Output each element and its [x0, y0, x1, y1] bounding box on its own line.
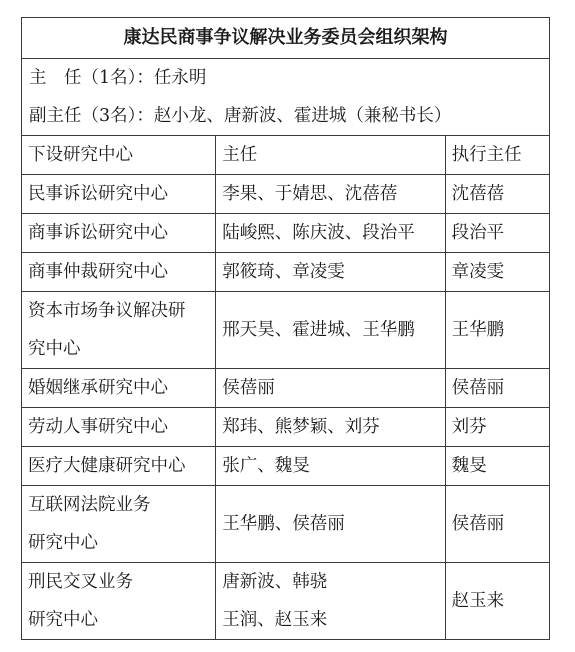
directors-cell-line: 王润、赵玉来 — [222, 610, 328, 630]
executive-director-cell: 沈蓓蓓 — [445, 175, 549, 214]
directors-cell: 郭筱琦、章凌雯 — [216, 253, 445, 292]
table-row — [22, 292, 550, 369]
center-name-cell — [22, 563, 216, 640]
center-name-cell-line: 研究中心 — [28, 533, 98, 553]
document-title: 康达民商事争议解决业务委员会组织架构 — [22, 18, 550, 59]
org-structure-table — [21, 17, 550, 640]
center-name-cell — [22, 486, 216, 563]
leadership-cell — [22, 59, 550, 136]
center-name-cell-line: 研究中心 — [28, 610, 98, 630]
table-row — [22, 486, 550, 563]
header-executive: 执行主任 — [445, 136, 549, 175]
director-line — [29, 59, 549, 97]
center-name-cell: 商事仲裁研究中心 — [22, 253, 216, 292]
table-row — [22, 563, 550, 640]
executive-director-cell: 刘芬 — [445, 408, 549, 447]
executive-director-cell: 侯蓓丽 — [445, 369, 549, 408]
deputy-names: 赵小龙、唐新波、霍进城（兼秘书长） — [153, 106, 452, 126]
header-center: 下设研究中心 — [22, 136, 216, 175]
center-name-cell — [22, 292, 216, 369]
executive-director-cell: 王华鹏 — [445, 292, 549, 369]
table-row — [22, 253, 550, 292]
center-name-cell-line: 究中心 — [28, 339, 81, 359]
title-row — [22, 18, 550, 59]
directors-cell: 邢天昊、霍进城、王华鹏 — [216, 292, 445, 369]
table-row — [22, 214, 550, 253]
deputy-line — [29, 97, 549, 135]
executive-director-cell: 魏旻 — [445, 447, 549, 486]
deputy-label: 副主任（3名）： — [29, 106, 154, 126]
center-name-cell: 劳动人事研究中心 — [22, 408, 216, 447]
table-row — [22, 408, 550, 447]
header-director: 主任 — [216, 136, 445, 175]
center-name-cell: 民事诉讼研究中心 — [22, 175, 216, 214]
directors-cell: 侯蓓丽 — [216, 369, 445, 408]
director-names: 任永明 — [153, 68, 207, 88]
header-row — [22, 136, 550, 175]
directors-cell: 李果、于婧思、沈蓓蓓 — [216, 175, 445, 214]
org-structure-document — [21, 17, 550, 640]
center-name-cell-line: 刑民交叉业务 — [28, 572, 133, 592]
directors-cell: 张广、魏旻 — [216, 447, 445, 486]
director-label: 主 任（1名）： — [29, 68, 154, 88]
directors-cell: 陆峻熙、陈庆波、段治平 — [216, 214, 445, 253]
executive-director-cell: 侯蓓丽 — [445, 486, 549, 563]
executive-director-cell: 段治平 — [445, 214, 549, 253]
directors-cell — [216, 563, 445, 640]
center-name-cell: 商事诉讼研究中心 — [22, 214, 216, 253]
center-name-cell-line: 资本市场争议解决研 — [28, 301, 186, 321]
executive-director-cell: 赵玉来 — [445, 563, 549, 640]
table-row — [22, 447, 550, 486]
directors-cell: 王华鹏、侯蓓丽 — [216, 486, 445, 563]
center-name-cell: 婚姻继承研究中心 — [22, 369, 216, 408]
directors-cell: 郑玮、熊梦颖、刘芬 — [216, 408, 445, 447]
center-name-cell-line: 互联网法院业务 — [28, 495, 151, 515]
directors-cell-line: 唐新波、韩骁 — [222, 572, 328, 592]
executive-director-cell: 章凌雯 — [445, 253, 549, 292]
table-row — [22, 175, 550, 214]
table-row — [22, 369, 550, 408]
center-name-cell: 医疗大健康研究中心 — [22, 447, 216, 486]
leadership-row — [22, 59, 550, 136]
